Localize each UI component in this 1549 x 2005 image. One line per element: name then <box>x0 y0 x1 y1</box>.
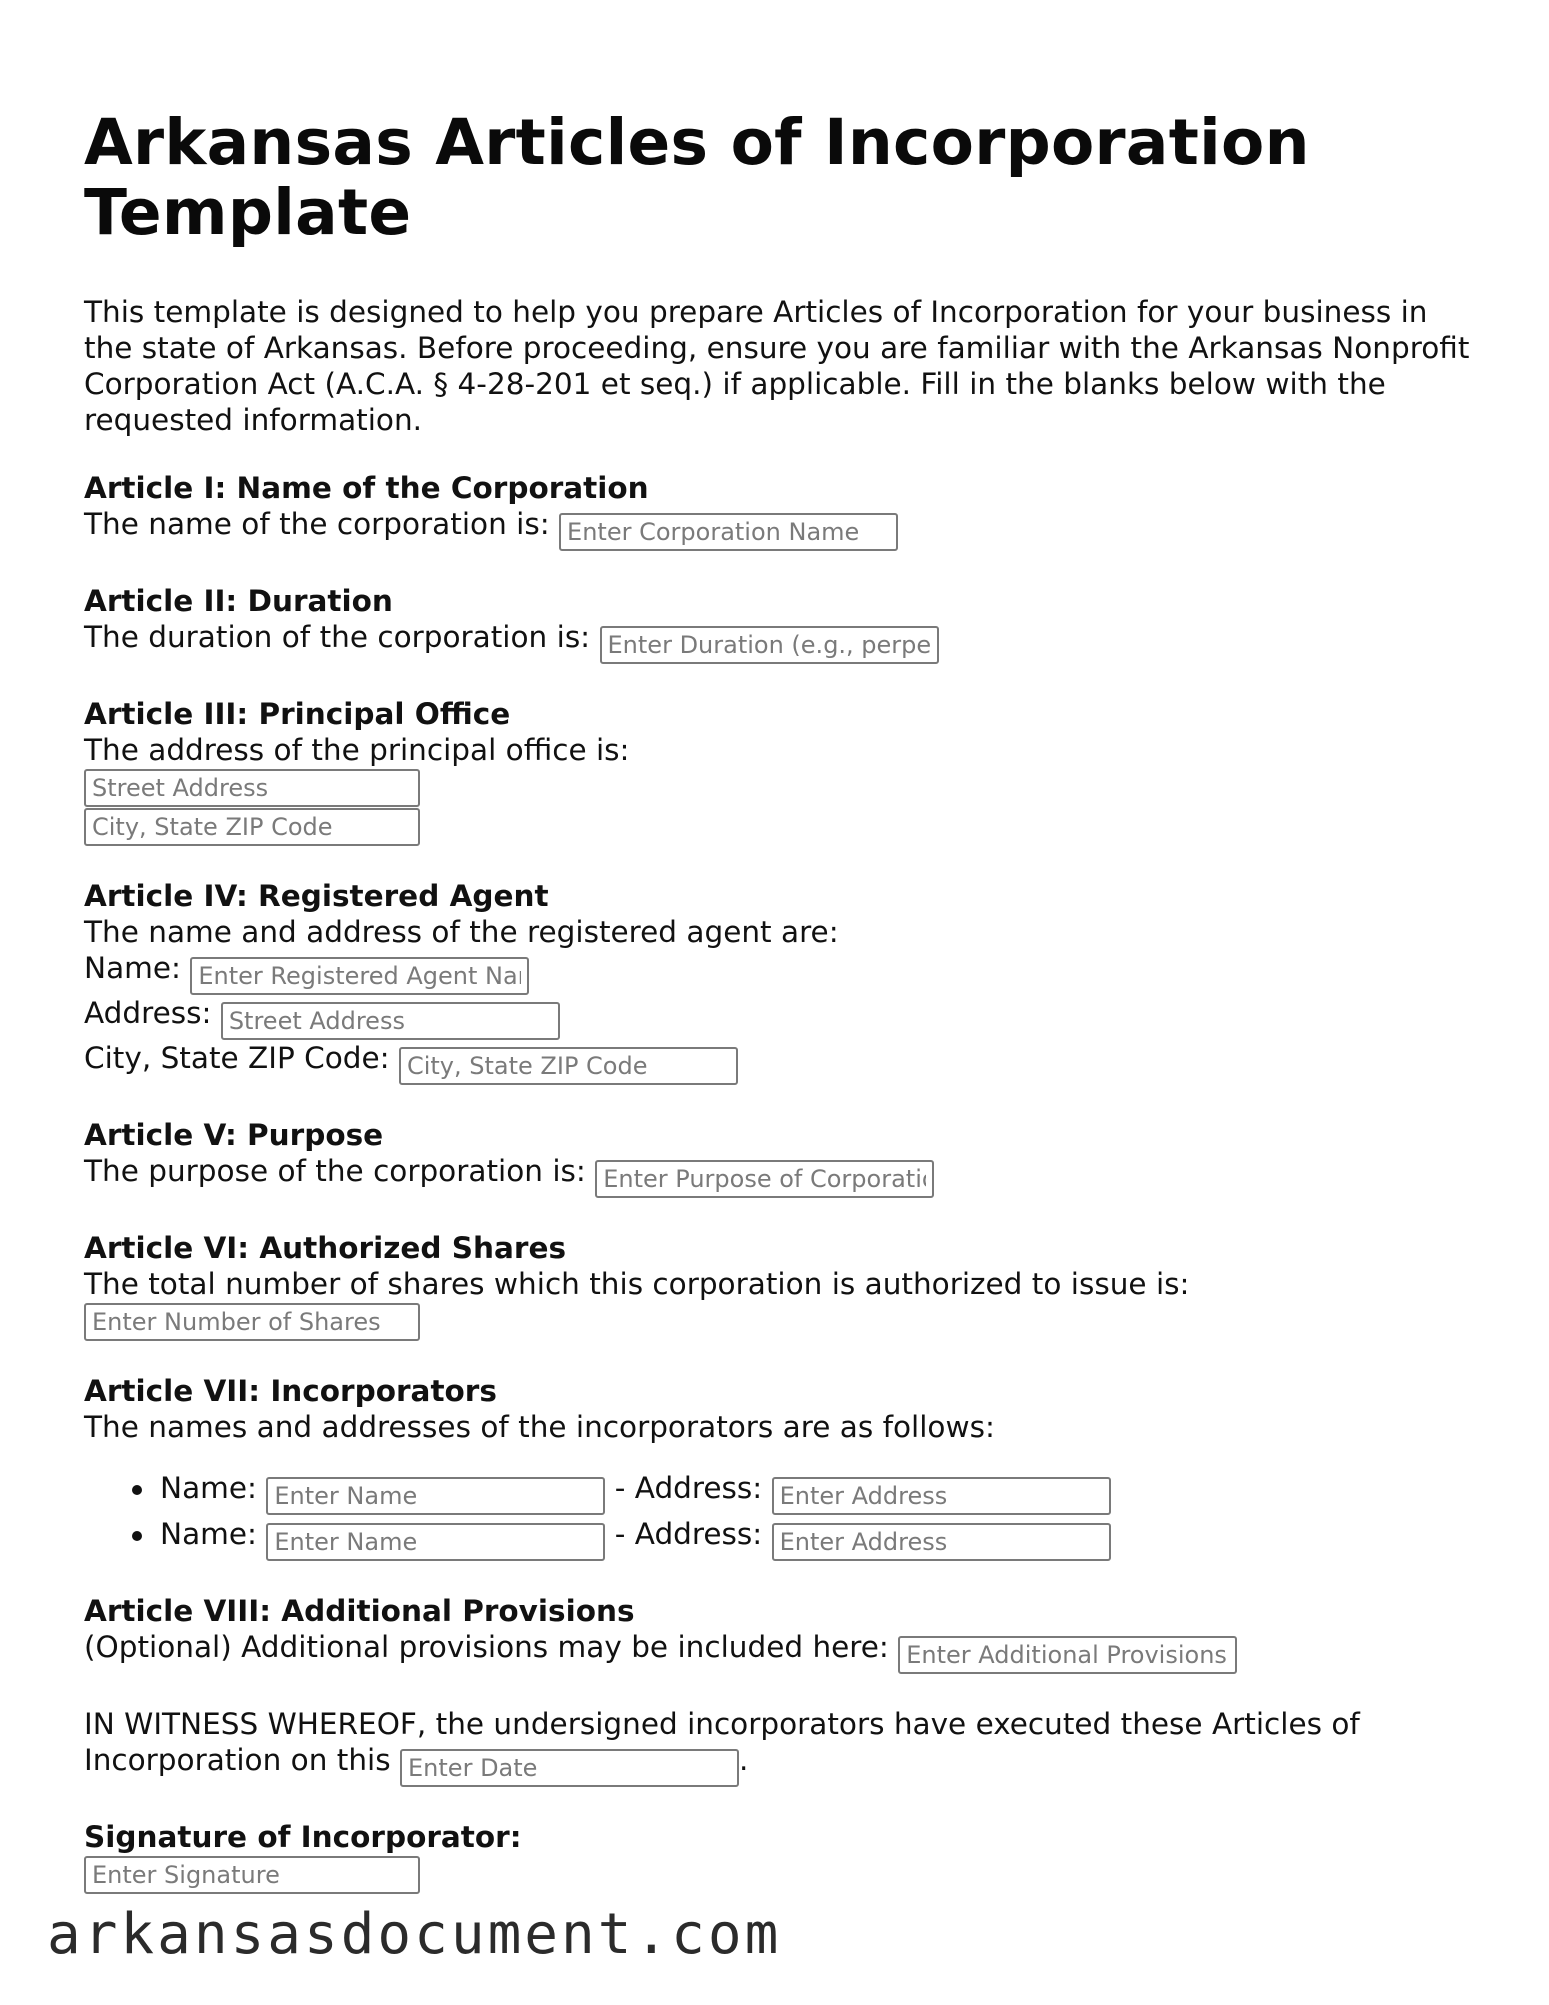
article-provisions-heading: Article VIII: Additional Provisions <box>84 1594 635 1628</box>
page-title: Arkansas Articles of Incorporation Template <box>84 106 1310 249</box>
purpose-input[interactable] <box>595 1160 934 1198</box>
agent-city-row <box>84 1040 1484 1085</box>
article-purpose-section <box>84 1117 1484 1198</box>
article-agent-text: The name and address of the registered agent are: <box>84 915 839 949</box>
agent-name-input[interactable] <box>190 957 529 995</box>
office-city-input[interactable] <box>84 808 420 846</box>
incorporator-1-name-input[interactable] <box>266 1477 605 1515</box>
article-agent-heading: Article IV: Registered Agent <box>84 879 549 913</box>
corporation-name-input[interactable] <box>559 513 898 551</box>
article-duration-section <box>84 583 1484 664</box>
incorporator-address-label: - Address: <box>614 1517 763 1551</box>
article-incorporators-section <box>84 1373 1484 1561</box>
incorporator-2-name-input[interactable] <box>266 1523 605 1561</box>
article-shares-heading: Article VI: Authorized Shares <box>84 1231 567 1265</box>
incorporator-item <box>160 1469 1484 1515</box>
incorporator-1-address-input[interactable] <box>772 1477 1111 1515</box>
incorporator-name-label: Name: <box>160 1471 257 1505</box>
witness-period: . <box>739 1743 749 1777</box>
article-shares-text: The total number of shares which this corporation is authorized to issue is: <box>84 1267 1190 1301</box>
article-incorporators-text: The names and addresses of the incorporators are as follows: <box>84 1410 995 1444</box>
witness-text: IN WITNESS WHEREOF, the undersigned incorporators have executed these Articles of Incorporation on this <box>84 1707 1360 1777</box>
article-purpose-heading: Article V: Purpose <box>84 1118 384 1152</box>
agent-address-row <box>84 995 1484 1040</box>
article-name-section <box>84 470 1484 551</box>
agent-city-label: City, State ZIP Code: <box>84 1041 390 1075</box>
agent-name-label: Name: <box>84 951 181 985</box>
watermark-text: arkansasdocument.com <box>47 1902 782 1967</box>
article-provisions-text: (Optional) Additional provisions may be included here: <box>84 1630 889 1664</box>
document-page <box>84 108 1484 1894</box>
article-incorporators-heading: Article VII: Incorporators <box>84 1374 497 1408</box>
agent-address-label: Address: <box>84 996 212 1030</box>
shares-input[interactable] <box>84 1303 420 1341</box>
incorporator-item <box>160 1515 1484 1561</box>
article-office-section <box>84 696 1484 846</box>
provisions-input[interactable] <box>898 1636 1237 1674</box>
article-agent-section <box>84 878 1484 1085</box>
witness-section <box>84 1706 1484 1787</box>
article-duration-text: The duration of the corporation is: <box>84 620 591 654</box>
agent-city-input[interactable] <box>399 1047 738 1085</box>
incorporator-address-label: - Address: <box>614 1471 763 1505</box>
agent-name-row <box>84 950 1484 995</box>
incorporator-2-address-input[interactable] <box>772 1523 1111 1561</box>
date-input[interactable] <box>400 1749 739 1787</box>
office-street-input[interactable] <box>84 769 420 807</box>
signature-input[interactable] <box>84 1856 420 1894</box>
article-office-text: The address of the principal office is: <box>84 733 630 767</box>
intro-paragraph: This template is designed to help you prepare Articles of Incorporation for your business in the state of Arkansas. Before proceeding, ensure you are familiar with the Arkansas Nonprofit Corporation Act (A.C.A. § 4-28-201 et seq.) if applicable. Fill in the blanks below with the requested information. <box>84 295 1470 437</box>
duration-input[interactable] <box>600 626 939 664</box>
article-purpose-text: The purpose of the corporation is: <box>84 1154 586 1188</box>
article-shares-section <box>84 1230 1484 1341</box>
signature-heading: Signature of Incorporator: <box>84 1820 522 1854</box>
incorporator-name-label: Name: <box>160 1517 257 1551</box>
article-name-heading: Article I: Name of the Corporation <box>84 471 649 505</box>
article-name-text: The name of the corporation is: <box>84 507 550 541</box>
incorporators-list <box>84 1469 1484 1561</box>
agent-address-input[interactable] <box>221 1002 560 1040</box>
article-office-heading: Article III: Principal Office <box>84 697 511 731</box>
article-provisions-section <box>84 1593 1484 1674</box>
signature-section <box>84 1819 1484 1894</box>
article-duration-heading: Article II: Duration <box>84 584 393 618</box>
